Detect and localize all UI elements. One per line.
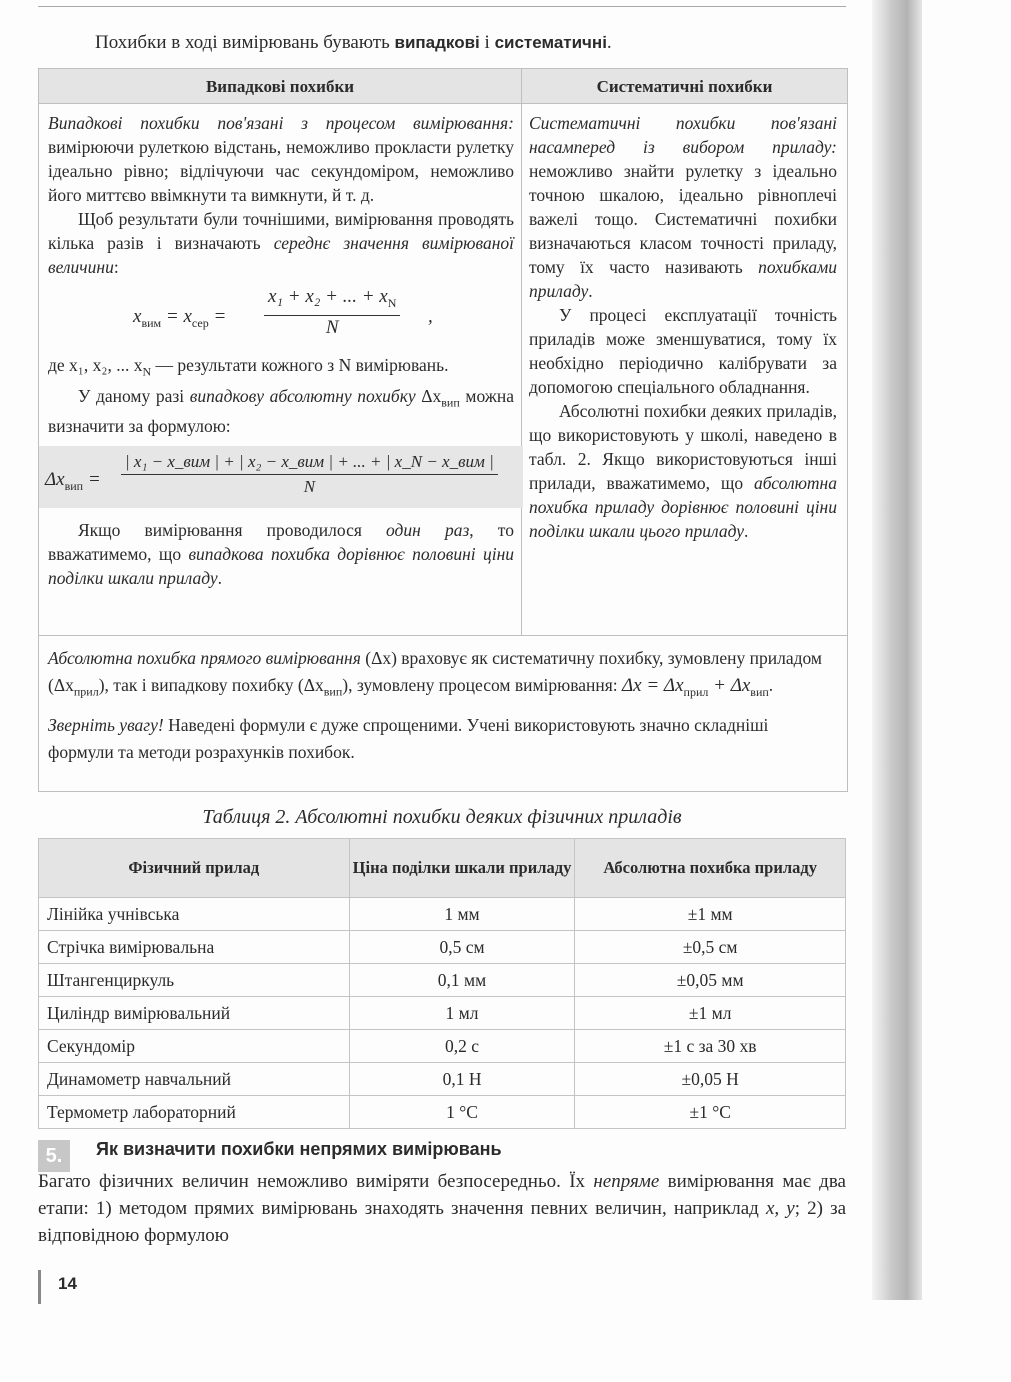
formula-lhs	[45, 468, 101, 498]
table2-caption: Таблиця 2. Абсолютні похибки деяких фізичних приладів	[202, 806, 682, 828]
text: =	[208, 306, 227, 327]
column-header-instrument: Фізичний прилад	[39, 839, 350, 898]
header-systematic-errors: Систематичні похибки	[522, 69, 847, 104]
text: Абсолютна похибка прямого вимірювання	[48, 648, 361, 668]
text: похибками приладу	[529, 257, 837, 301]
mean-value-formula	[48, 285, 514, 347]
cell-scale-division: 0,1 Н	[349, 1063, 575, 1096]
denominator: N	[325, 316, 339, 338]
text: x	[133, 306, 142, 327]
intro-text: .	[606, 32, 612, 53]
absolute-error-note-cell	[48, 645, 838, 766]
text: Δx = Δx	[622, 675, 684, 696]
cell-instrument: Секундомір	[39, 1030, 350, 1063]
text: Зверніть увагу!	[48, 714, 164, 735]
text: — результати кожного з N вимірювань.	[151, 355, 449, 375]
text: x, y	[765, 1198, 795, 1219]
paragraph	[48, 207, 514, 279]
cell-absolute-error: ±1 °С	[575, 1096, 846, 1129]
paragraph	[48, 518, 514, 590]
cell-absolute-error: ±0,05 Н	[575, 1063, 846, 1096]
intro-text: Похибки в ході вимірювань бувають	[95, 32, 395, 53]
text: Наведені формули є дуже спрощеними. Учені використовують значно складніші формули та методи розрахунків похибок.	[48, 714, 769, 762]
table-row	[39, 1096, 846, 1129]
subscript: N	[387, 295, 397, 310]
formula-fraction	[264, 285, 400, 340]
text: випадкова похибка дорівнює половині ціни поділки шкали приладу	[48, 544, 515, 588]
text: Δx	[415, 385, 442, 406]
cell-absolute-error: ±0,05 мм	[575, 964, 846, 997]
paragraph	[529, 399, 837, 543]
text: де x₁, x₂, ... x	[48, 355, 143, 375]
text: один раз	[386, 520, 470, 540]
intro-term-systematic: систематичні	[494, 33, 607, 52]
text: У даному разі	[78, 385, 190, 406]
row-divider	[39, 635, 847, 636]
text: .	[768, 675, 774, 695]
cell-instrument: Стрічка вимірювальна	[39, 931, 350, 964]
total-error-formula	[622, 675, 769, 699]
paragraph	[48, 111, 514, 207]
text: .	[744, 521, 749, 541]
subscript: вим	[141, 315, 162, 330]
text: =	[83, 469, 101, 490]
paragraph	[48, 384, 514, 439]
cell-scale-division: 1 °С	[349, 1096, 575, 1129]
cell-instrument: Лінійка учнівська	[39, 898, 350, 931]
subscript: вип	[64, 478, 84, 493]
text: .	[588, 281, 593, 301]
formula-lhs	[133, 305, 226, 335]
page-number: 14	[58, 1274, 77, 1293]
table-row	[39, 898, 846, 931]
text: ), зумовлену процесом вимірювання:	[342, 675, 623, 695]
subscript: вип	[441, 395, 460, 409]
text: Систематичні похибки пов'язані насамперед із вибором приладу:	[529, 113, 837, 157]
text: Якщо вимірювання проводилося	[78, 520, 387, 540]
text: Абсолютні похибки деяких приладів, що використовують у школі, наведено в табл. 2. Якщо використовуються інші прилади, вважатимемо, що	[529, 401, 837, 493]
cell-scale-division: 0,2 с	[349, 1030, 575, 1063]
intro-sentence	[95, 30, 855, 56]
text: .	[217, 568, 223, 588]
subscript: прил	[683, 684, 709, 699]
table-row	[39, 1030, 846, 1063]
subscript: сер	[191, 315, 209, 330]
cell-scale-division: 1 мм	[349, 898, 575, 931]
text: середнє значення вимірюваної величини	[48, 233, 514, 277]
systematic-errors-cell	[529, 111, 837, 543]
text: неможливо знайти рулетку з ідеально точною шкалою, ідеально рівноплечі важелі тощо. Систематичні похибки визначаються класом точності приладу, тому їх часто називають	[529, 161, 837, 277]
text: = x	[161, 306, 192, 327]
instrument-errors-table	[38, 838, 846, 1129]
table-header-row	[39, 839, 846, 898]
text: + Δx	[708, 675, 751, 696]
subscript: вип	[750, 684, 769, 699]
paragraph: У процесі експлуатації точність приладів може зменшуватися, тому їх необхідно періодично калібрувати за допомогою спеціального обладнання.	[529, 305, 837, 397]
paragraph	[48, 645, 838, 706]
header-random-errors: Випадкові похибки	[39, 69, 521, 104]
page-number-bar	[38, 1270, 41, 1304]
cell-scale-division: 0,1 мм	[349, 964, 575, 997]
subscript: N	[142, 364, 152, 379]
text: Багато фізичних величин неможливо виміряти безпосередньо. Їх	[38, 1171, 594, 1192]
cell-absolute-error: ±1 мл	[575, 997, 846, 1030]
cell-scale-division: 0,5 см	[349, 931, 575, 964]
paragraph	[48, 712, 838, 766]
paragraph	[529, 111, 837, 303]
cell-instrument: Циліндр вимірювальний	[39, 997, 350, 1030]
section-number-badge: 5.	[38, 1140, 70, 1172]
page-edge-shadow	[872, 0, 922, 1300]
text: x₁ + x₂ + ... + x	[268, 286, 388, 307]
cell-absolute-error: ±1 с за 30 хв	[575, 1030, 846, 1063]
column-header-scale-division: Ціна поділки шкали приладу	[349, 839, 575, 898]
cell-instrument: Термометр лабораторний	[39, 1096, 350, 1129]
table-row	[39, 931, 846, 964]
text: :	[113, 257, 119, 277]
text: вимірюючи рулеткою відстань, неможливо прокласти рулетку ідеально рівно; відлічуючи час секундоміром, неможливо його миттєво ввімкнути та вимкнути, й т. д.	[48, 137, 514, 205]
text: можна визначити за формулою:	[48, 385, 514, 436]
table-row	[39, 1063, 846, 1096]
cell-instrument: Штангенциркуль	[39, 964, 350, 997]
random-error-formula	[39, 446, 523, 508]
formula-fraction	[121, 450, 498, 499]
cell-scale-division: 1 мл	[349, 997, 575, 1030]
text: абсолютна похибка приладу дорівнює половині ціни поділки шкали цього приладу	[529, 473, 837, 541]
cell-instrument: Динамометр навчальний	[39, 1063, 350, 1096]
text: , то вважатимемо, що	[48, 520, 514, 564]
text: випадкову абсолютну похибку	[189, 385, 416, 406]
paragraph	[48, 353, 514, 384]
text: непряме	[593, 1171, 660, 1192]
errors-comparison-table	[38, 68, 848, 792]
text: Щоб результати були точнішими, вимірювання проводять кілька разів і визначають	[48, 209, 514, 253]
column-divider	[521, 69, 522, 635]
section-body	[38, 1168, 846, 1249]
text: Δx	[45, 469, 65, 490]
intro-text: і	[479, 32, 495, 53]
text: (Δx) враховує як систематичну похибку, зумовлену приладом (Δx	[48, 648, 823, 695]
numerator: | x₁ − x_вим | + | x₂ − x_вим | + ... + | x_N − x_вим |	[125, 452, 494, 471]
text: Випадкові похибки пов'язані з процесом вимірювання:	[48, 113, 514, 133]
numerator	[264, 285, 400, 315]
text: вимірювання має два етапи: 1) методом прямих вимірювань знаходять значення певних величин, наприклад	[38, 1171, 846, 1219]
random-errors-cell	[45, 111, 515, 590]
cell-absolute-error: ±1 мм	[575, 898, 846, 931]
subscript: прил	[73, 684, 99, 699]
table-row	[39, 997, 846, 1030]
column-header-absolute-error: Абсолютна похибка приладу	[575, 839, 846, 898]
text: ), так і випадкову похибку (Δx	[98, 675, 324, 695]
intro-term-random: випадкові	[394, 33, 480, 52]
top-rule	[38, 6, 846, 7]
subscript: вип	[323, 684, 343, 699]
table-row	[39, 964, 846, 997]
text: ,	[428, 306, 433, 327]
text: ; 2) за відповідною формулою	[38, 1198, 847, 1246]
denominator: N	[303, 477, 316, 496]
section-title: Як визначити похибки непрямих вимірювань	[96, 1139, 502, 1159]
cell-absolute-error: ±0,5 см	[575, 931, 846, 964]
